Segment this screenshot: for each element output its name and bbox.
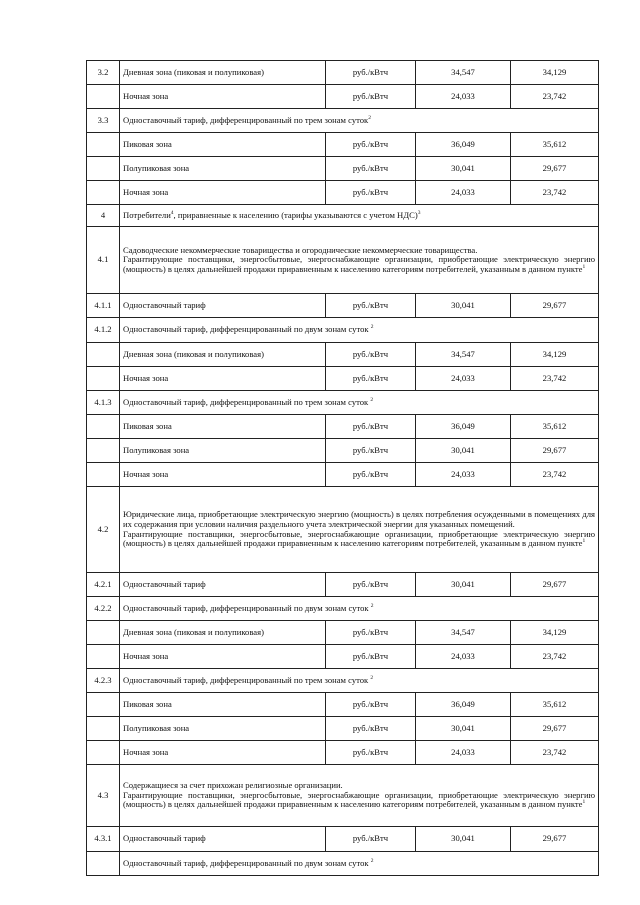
table-row bbox=[87, 487, 599, 573]
row-number bbox=[87, 693, 120, 717]
value-second-half: 35,612 bbox=[511, 415, 599, 439]
table-row bbox=[87, 463, 599, 487]
row-label: Пиковая зона bbox=[120, 415, 326, 439]
unit-cell: руб./кВтч bbox=[326, 415, 416, 439]
row-label: Ночная зона bbox=[120, 181, 326, 205]
value-second-half: 29,677 bbox=[511, 573, 599, 597]
row-number bbox=[87, 415, 120, 439]
footnote-mark: 3 bbox=[417, 209, 421, 216]
row-label: Одноставочный тариф bbox=[120, 294, 326, 318]
row-number: 4.1 bbox=[87, 227, 120, 294]
value-first-half: 24,033 bbox=[416, 463, 511, 487]
value-second-half: 23,742 bbox=[511, 367, 599, 391]
unit-cell: руб./кВтч bbox=[326, 61, 416, 85]
section-heading-text: , приравненные к населению (тарифы указываются с учетом НДС) bbox=[173, 209, 418, 220]
table-row bbox=[87, 597, 599, 621]
category-note: Гарантирующие поставщики, энергосбытовые, энергоснабжающие организации, приобретающие электрическую энергию (мощность) в целях дальнейшей продажи приравненным к населению категориям потребителей, указанным в данном пункте bbox=[123, 254, 595, 274]
unit-cell: руб./кВтч bbox=[326, 621, 416, 645]
category-title: Садоводческие некоммерческие товарищества и огороднические некоммерческие товарищества. bbox=[123, 244, 478, 255]
table-row bbox=[87, 343, 599, 367]
value-first-half: 24,033 bbox=[416, 181, 511, 205]
value-first-half: 34,547 bbox=[416, 621, 511, 645]
table-row bbox=[87, 415, 599, 439]
footnote-mark: 1 bbox=[582, 538, 586, 545]
value-first-half: 36,049 bbox=[416, 693, 511, 717]
row-label: Дневная зона (пиковая и полупиковая) bbox=[120, 621, 326, 645]
value-first-half: 24,033 bbox=[416, 741, 511, 765]
value-first-half: 34,547 bbox=[416, 61, 511, 85]
row-number bbox=[87, 133, 120, 157]
unit-cell: руб./кВтч bbox=[326, 439, 416, 463]
value-second-half: 23,742 bbox=[511, 85, 599, 109]
footnote-mark: 2 bbox=[370, 857, 374, 864]
value-second-half: 34,129 bbox=[511, 621, 599, 645]
section-heading-text: Одноставочный тариф, дифференцированный по двум зонам суток bbox=[123, 324, 371, 335]
category-title: Содержащиеся за счет прихожан религиозные организации. bbox=[123, 780, 343, 791]
value-second-half: 29,677 bbox=[511, 717, 599, 741]
row-number bbox=[87, 621, 120, 645]
row-label: Полупиковая зона bbox=[120, 439, 326, 463]
value-second-half: 35,612 bbox=[511, 693, 599, 717]
value-second-half: 29,677 bbox=[511, 294, 599, 318]
section-heading-text: Одноставочный тариф, дифференцированный по двум зонам суток bbox=[123, 602, 371, 613]
table-row bbox=[87, 391, 599, 415]
table-row bbox=[87, 133, 599, 157]
table-row bbox=[87, 294, 599, 318]
row-label: Дневная зона (пиковая и полупиковая) bbox=[120, 343, 326, 367]
section-heading bbox=[120, 597, 599, 621]
value-first-half: 24,033 bbox=[416, 645, 511, 669]
footnote-mark: 1 bbox=[582, 263, 586, 270]
table-row bbox=[87, 669, 599, 693]
table-row bbox=[87, 852, 599, 876]
table-row bbox=[87, 717, 599, 741]
table-row bbox=[87, 318, 599, 343]
table-row bbox=[87, 439, 599, 463]
category-description bbox=[120, 227, 599, 294]
section-heading bbox=[120, 318, 599, 343]
row-number bbox=[87, 439, 120, 463]
row-number: 4.2 bbox=[87, 487, 120, 573]
table-row bbox=[87, 827, 599, 852]
value-second-half: 34,129 bbox=[511, 343, 599, 367]
value-second-half: 23,742 bbox=[511, 741, 599, 765]
unit-cell: руб./кВтч bbox=[326, 645, 416, 669]
value-first-half: 30,041 bbox=[416, 827, 511, 852]
section-heading bbox=[120, 669, 599, 693]
row-label: Ночная зона bbox=[120, 463, 326, 487]
category-title: Юридические лица, приобретающие электрическую энергию (мощность) в целях потребления осужденными в помещениях для их содержания при условии наличия раздельного учета электрической энергии для указанных помещений. bbox=[123, 509, 595, 529]
section-heading bbox=[120, 109, 599, 133]
value-first-half: 36,049 bbox=[416, 415, 511, 439]
row-label: Ночная зона bbox=[120, 741, 326, 765]
row-number bbox=[87, 181, 120, 205]
row-label: Дневная зона (пиковая и полупиковая) bbox=[120, 61, 326, 85]
unit-cell: руб./кВтч bbox=[326, 343, 416, 367]
unit-cell: руб./кВтч bbox=[326, 573, 416, 597]
row-number bbox=[87, 852, 120, 876]
row-number: 4.2.3 bbox=[87, 669, 120, 693]
tariff-table bbox=[86, 60, 599, 876]
value-second-half: 29,677 bbox=[511, 439, 599, 463]
unit-cell: руб./кВтч bbox=[326, 741, 416, 765]
row-label: Одноставочный тариф bbox=[120, 573, 326, 597]
row-number: 4.1.1 bbox=[87, 294, 120, 318]
table-row bbox=[87, 61, 599, 85]
row-number bbox=[87, 717, 120, 741]
row-number: 4.2.1 bbox=[87, 573, 120, 597]
section-heading-text: Одноставочный тариф, дифференцированный по трем зонам суток bbox=[123, 674, 371, 685]
table-row bbox=[87, 765, 599, 827]
row-number bbox=[87, 645, 120, 669]
table-row bbox=[87, 85, 599, 109]
value-first-half: 24,033 bbox=[416, 367, 511, 391]
section-heading-text: Одноставочный тариф, дифференцированный по трем зонам суток bbox=[123, 396, 371, 407]
category-note: Гарантирующие поставщики, энергосбытовые, энергоснабжающие организации, приобретающие электрическую энергию (мощность) в целях дальнейшей продажи приравненным к населению категориям потребителей, указанным в данном пункте bbox=[123, 789, 595, 810]
value-first-half: 30,041 bbox=[416, 573, 511, 597]
section-heading-text: Потребители bbox=[123, 209, 171, 220]
unit-cell: руб./кВтч bbox=[326, 85, 416, 109]
value-first-half: 30,041 bbox=[416, 294, 511, 318]
row-number: 4.2.2 bbox=[87, 597, 120, 621]
unit-cell: руб./кВтч bbox=[326, 133, 416, 157]
value-first-half: 24,033 bbox=[416, 85, 511, 109]
unit-cell: руб./кВтч bbox=[326, 717, 416, 741]
row-label: Ночная зона bbox=[120, 85, 326, 109]
row-label: Пиковая зона bbox=[120, 693, 326, 717]
section-heading bbox=[120, 391, 599, 415]
table-row bbox=[87, 205, 599, 227]
value-first-half: 30,041 bbox=[416, 717, 511, 741]
unit-cell: руб./кВтч bbox=[326, 827, 416, 852]
category-description bbox=[120, 487, 599, 573]
value-first-half: 34,547 bbox=[416, 343, 511, 367]
table-row bbox=[87, 693, 599, 717]
footnote-mark: 2 bbox=[370, 324, 374, 331]
table-row bbox=[87, 741, 599, 765]
section-heading bbox=[120, 205, 599, 227]
value-second-half: 23,742 bbox=[511, 181, 599, 205]
row-number bbox=[87, 741, 120, 765]
row-number: 4.3.1 bbox=[87, 827, 120, 852]
footnote-mark: 4 bbox=[170, 209, 174, 216]
section-heading-text: Одноставочный тариф, дифференцированный по трем зонам суток bbox=[123, 114, 369, 125]
row-label: Полупиковая зона bbox=[120, 717, 326, 741]
row-number: 4 bbox=[87, 205, 120, 227]
table-row bbox=[87, 367, 599, 391]
row-number bbox=[87, 157, 120, 181]
row-label: Пиковая зона bbox=[120, 133, 326, 157]
table-row bbox=[87, 621, 599, 645]
value-second-half: 23,742 bbox=[511, 463, 599, 487]
value-second-half: 29,677 bbox=[511, 157, 599, 181]
row-number: 4.1.3 bbox=[87, 391, 120, 415]
row-number: 4.3 bbox=[87, 765, 120, 827]
value-second-half: 34,129 bbox=[511, 61, 599, 85]
row-number bbox=[87, 343, 120, 367]
footnote-mark: 2 bbox=[370, 602, 374, 609]
value-first-half: 30,041 bbox=[416, 439, 511, 463]
value-first-half: 30,041 bbox=[416, 157, 511, 181]
category-note: Гарантирующие поставщики, энергосбытовые, энергоснабжающие организации, приобретающие электрическую энергию (мощность) в целях дальнейшей продажи приравненным к населению категориям потребителей, указанным в данном пункте bbox=[123, 528, 595, 549]
table-row bbox=[87, 181, 599, 205]
value-second-half: 29,677 bbox=[511, 827, 599, 852]
unit-cell: руб./кВтч bbox=[326, 157, 416, 181]
section-heading-text: Одноставочный тариф, дифференцированный по двум зонам суток bbox=[123, 857, 371, 868]
footnote-mark: 2 bbox=[370, 396, 374, 403]
row-number bbox=[87, 463, 120, 487]
row-number: 3.3 bbox=[87, 109, 120, 133]
row-label: Ночная зона bbox=[120, 367, 326, 391]
row-number bbox=[87, 367, 120, 391]
row-number: 3.2 bbox=[87, 61, 120, 85]
value-second-half: 35,612 bbox=[511, 133, 599, 157]
table-row bbox=[87, 573, 599, 597]
unit-cell: руб./кВтч bbox=[326, 294, 416, 318]
footnote-mark: 2 bbox=[368, 114, 371, 121]
unit-cell: руб./кВтч bbox=[326, 463, 416, 487]
unit-cell: руб./кВтч bbox=[326, 181, 416, 205]
table-row bbox=[87, 227, 599, 294]
row-label: Ночная зона bbox=[120, 645, 326, 669]
unit-cell: руб./кВтч bbox=[326, 367, 416, 391]
value-second-half: 23,742 bbox=[511, 645, 599, 669]
category-description bbox=[120, 765, 599, 827]
value-first-half: 36,049 bbox=[416, 133, 511, 157]
row-number: 4.1.2 bbox=[87, 318, 120, 343]
row-label: Одноставочный тариф bbox=[120, 827, 326, 852]
footnote-mark: 1 bbox=[582, 799, 586, 806]
row-number bbox=[87, 85, 120, 109]
footnote-mark: 2 bbox=[370, 674, 374, 681]
table-row bbox=[87, 157, 599, 181]
unit-cell: руб./кВтч bbox=[326, 693, 416, 717]
table-row bbox=[87, 109, 599, 133]
table-row bbox=[87, 645, 599, 669]
row-label: Полупиковая зона bbox=[120, 157, 326, 181]
section-heading bbox=[120, 852, 599, 876]
